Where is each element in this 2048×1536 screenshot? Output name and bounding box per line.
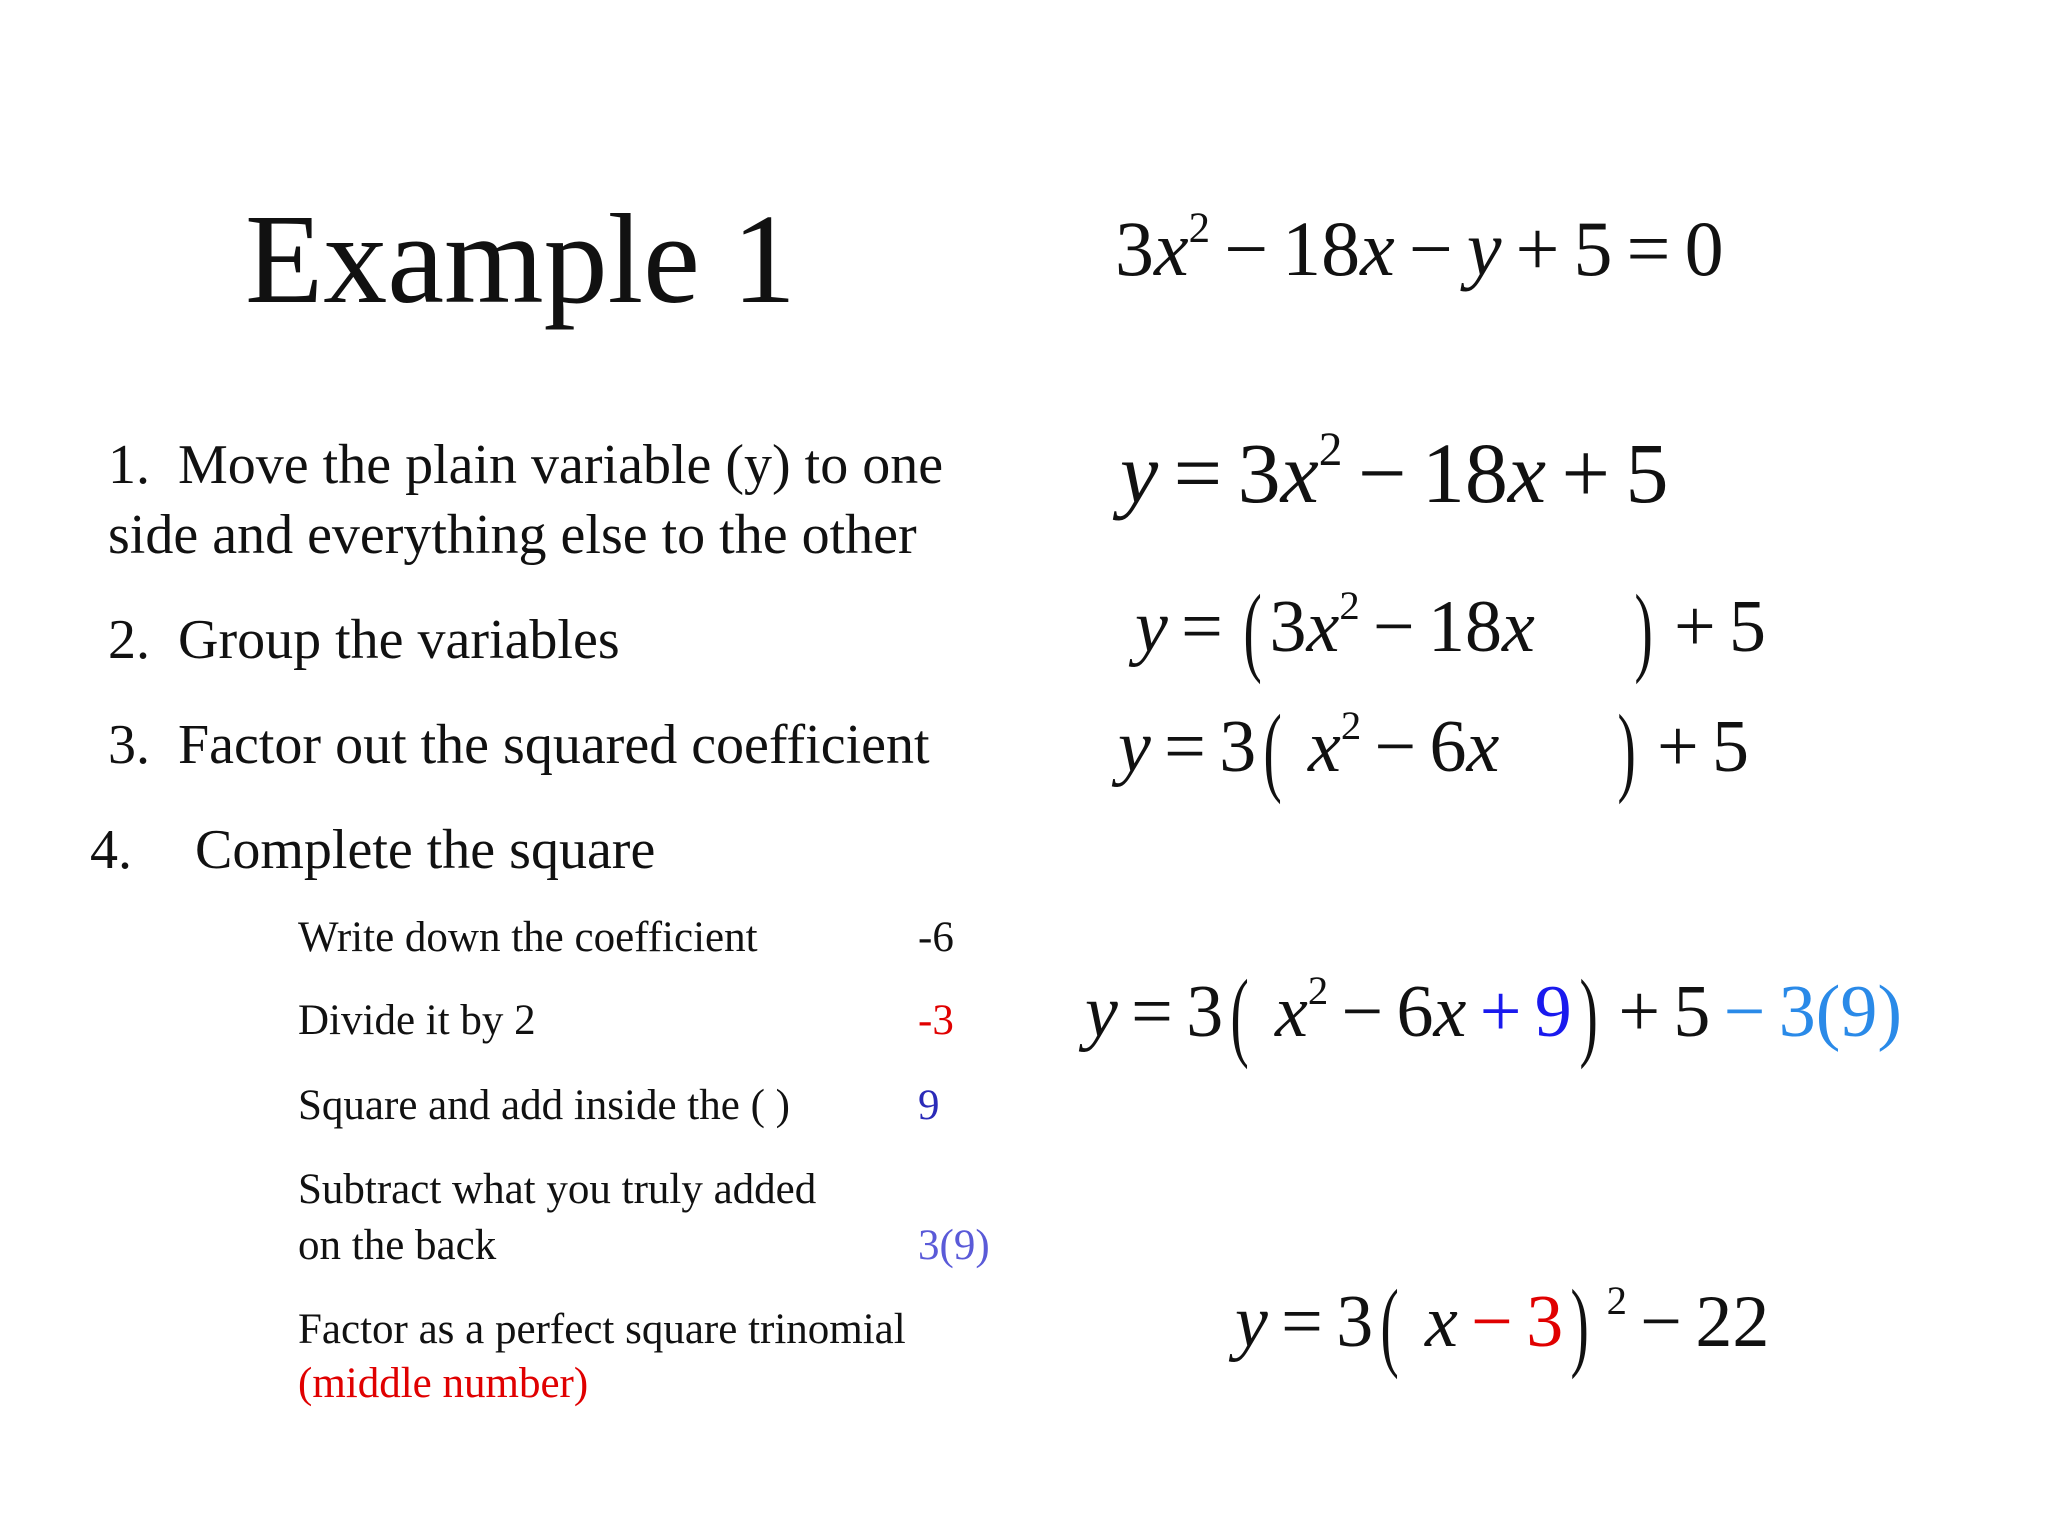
step-1	[108, 430, 943, 500]
step-2	[108, 605, 620, 675]
step-text: Move the plain variable (y) to one	[178, 434, 944, 496]
step-number: 1.	[108, 434, 150, 496]
step-number: 3.	[108, 714, 150, 776]
step-4	[90, 815, 132, 885]
substep-1-value: -6	[918, 914, 954, 961]
substep-2-text: Divide it by 2	[298, 997, 536, 1044]
substep-3-text: Square and add inside the ( )	[298, 1082, 790, 1129]
substep-5-note: (middle number)	[298, 1360, 589, 1407]
step-1-continued: side and everything else to the other	[108, 504, 917, 566]
equation-5: y = 3( $x^2 - 6x + 9) + 5 - 3(9)$	[1085, 959, 1903, 1070]
equation-2: $y = 3x^2 - 18x + 5$	[1120, 424, 1669, 521]
equation-3: y = ( $3x^2 - 18x$ ) + 5	[1135, 574, 1767, 685]
equation-4: y = 3( $x^2 - 6x$ ) + 5	[1118, 694, 1750, 805]
step-number: 4.	[90, 819, 132, 881]
step-number: 2.	[108, 609, 150, 671]
substep-4-text: Subtract what you truly added	[298, 1166, 817, 1213]
substep-1-text: Write down the coefficient	[298, 914, 758, 961]
substep-5-text: Factor as a perfect square trinomial	[298, 1306, 906, 1353]
substep-4-text-continued: on the back	[298, 1222, 497, 1269]
equation-1: $3x^2 - 18x - y + 5 = 0$	[1115, 204, 1724, 292]
equation-6: y = 3( x − 3) $^2$ − 22	[1235, 1269, 1770, 1380]
substep-2-value: -3	[918, 997, 954, 1044]
substep-3-value: 9	[918, 1082, 940, 1129]
substep-4-value: 3(9)	[918, 1222, 990, 1269]
step-text: Factor out the squared coefficient	[178, 714, 930, 776]
step-3	[108, 710, 930, 780]
step-text: Group the variables	[178, 609, 620, 671]
step-4-text: Complete the square	[195, 819, 656, 881]
slide-title: Example 1	[245, 188, 796, 330]
